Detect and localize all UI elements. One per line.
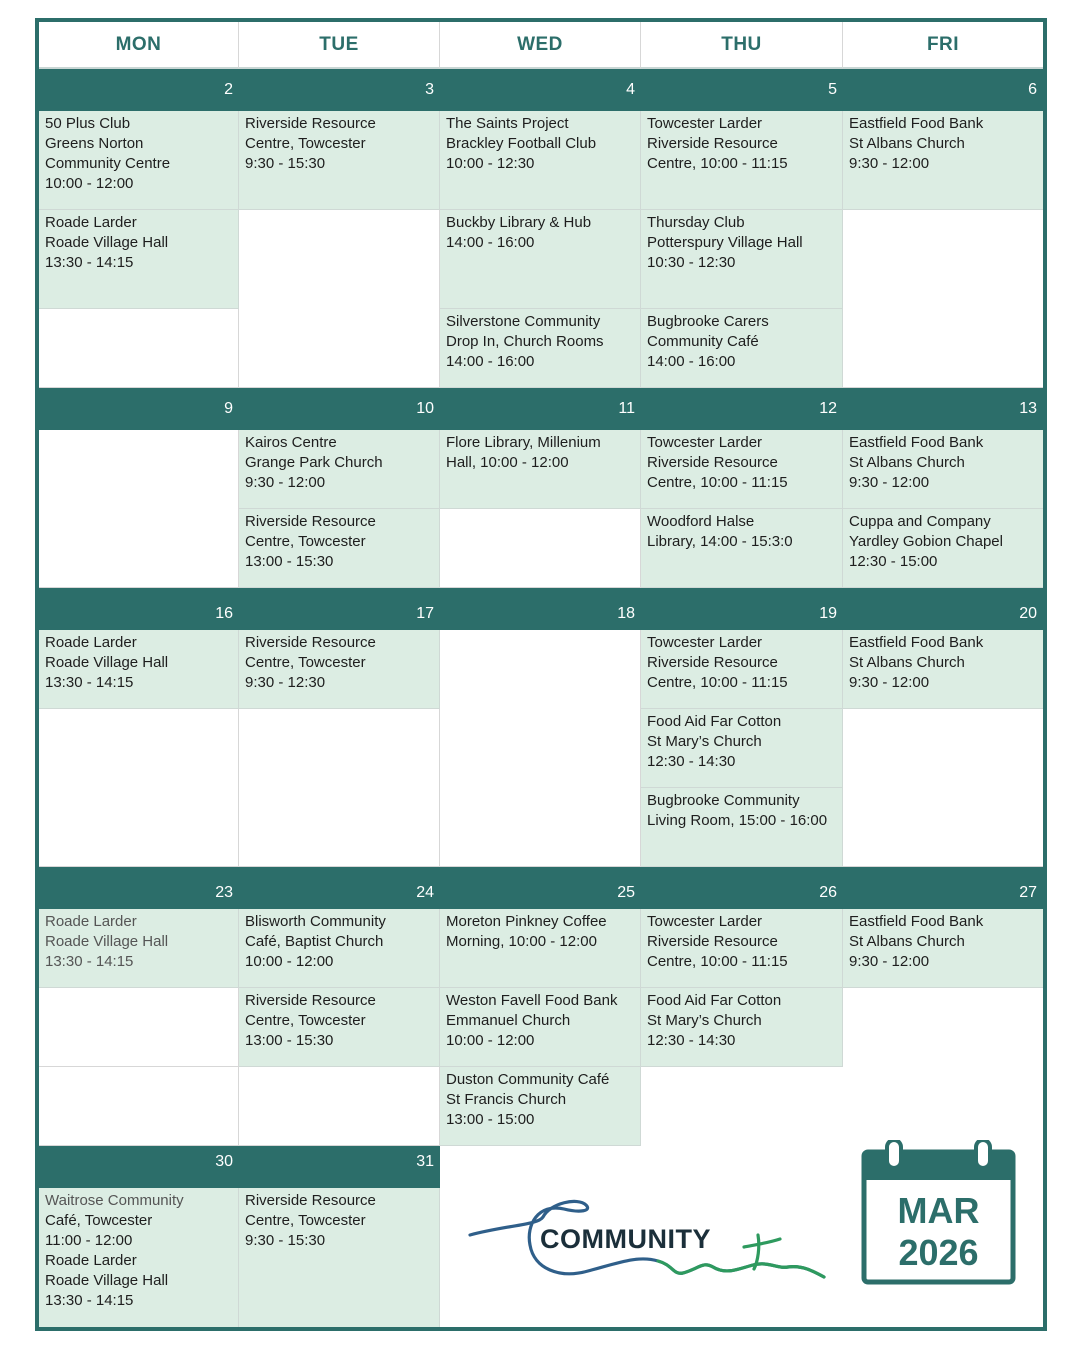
event-cell [641, 630, 843, 709]
day-header-thu: THU [641, 22, 843, 69]
event-line: Eastfield Food Bank [849, 115, 984, 132]
logo-wordmark: COMMUNITY [540, 1224, 711, 1254]
event-line: Riverside Resource [245, 634, 376, 651]
date-number: 3 [425, 81, 434, 98]
event-line: Hall, 10:00 - 12:00 [446, 454, 569, 471]
event-cell [843, 909, 1043, 988]
event-cell [641, 509, 843, 588]
empty-cell [39, 709, 239, 867]
event-line: Eastfield Food Bank [849, 634, 984, 651]
event-line: Eastfield Food Bank [849, 913, 984, 930]
event-line: Roade Larder [45, 214, 137, 231]
event-line: Centre, Towcester [245, 1012, 366, 1029]
event-line: 14:00 - 16:00 [647, 353, 736, 370]
date-number: 18 [617, 605, 635, 622]
event-line: Riverside Resource [647, 654, 778, 671]
event-line: Food Aid Far Cotton [647, 713, 782, 730]
event-cell [843, 111, 1043, 210]
event-cell [641, 709, 843, 788]
event-line: Greens Norton [45, 135, 144, 152]
event-line: Bugbrooke Community [647, 792, 800, 809]
event-line: 13:00 - 15:00 [446, 1111, 535, 1128]
event-cell [440, 309, 641, 388]
event-line: The Saints Project [446, 115, 569, 132]
event-line: 11:00 - 12:00 [45, 1232, 133, 1249]
day-header-wed: WED [440, 22, 641, 69]
event-line: Centre, 10:00 - 11:15 [647, 953, 788, 970]
event-line: Centre, 10:00 - 11:15 [647, 674, 788, 691]
event-cell [843, 630, 1043, 709]
event-line: Emmanuel Church [446, 1012, 571, 1029]
event-cell [641, 788, 843, 867]
event-line: Moreton Pinkney Coffee [446, 913, 607, 930]
empty-cell [843, 709, 1043, 867]
date-number: 26 [819, 884, 837, 901]
event-line: Roade Larder [45, 634, 137, 651]
event-line: Roade Larder [45, 1252, 137, 1269]
event-line: 13:30 - 14:15 [45, 953, 134, 970]
event-line: 50 Plus Club [45, 115, 131, 132]
event-line: 13:30 - 14:15 [45, 1292, 134, 1309]
date-number: 27 [1019, 884, 1037, 901]
event-line: 10:00 - 12:00 [45, 175, 134, 192]
event-cell [440, 210, 641, 309]
event-line: Towcester Larder [647, 913, 763, 930]
event-line: Yardley Gobion Chapel [849, 533, 1003, 550]
event-line: St Albans Church [849, 135, 965, 152]
event-line: Riverside Resource [245, 992, 376, 1009]
event-line: 12:30 - 14:30 [647, 753, 736, 770]
date-number: 4 [626, 81, 635, 98]
event-cell [239, 111, 440, 210]
date-number: 13 [1019, 400, 1037, 417]
event-line: Roade Village Hall [45, 1272, 169, 1289]
empty-cell [239, 709, 440, 867]
event-line: Brackley Football Club [446, 135, 597, 152]
event-line [45, 1191, 233, 1211]
event-cell [440, 909, 641, 988]
event-line: Grange Park Church [245, 454, 383, 471]
date-number: 9 [224, 400, 233, 417]
event-line: 9:30 - 12:00 [245, 474, 326, 491]
event-line: 12:30 - 15:00 [849, 553, 938, 570]
date-number: 12 [819, 400, 837, 417]
event-line: Towcester Larder [647, 115, 763, 132]
event-line: Centre, 10:00 - 11:15 [647, 155, 788, 172]
event-line: Riverside Resource [647, 135, 778, 152]
event-line: Roade Village Hall [45, 933, 169, 950]
event-line: Towcester Larder [647, 434, 763, 451]
event-line: 9:30 - 12:30 [245, 674, 326, 691]
date-number: 2 [224, 81, 233, 98]
day-header-mon: MON [39, 22, 239, 69]
event-cell [239, 430, 440, 509]
event-cell [641, 909, 843, 988]
event-line: St Albans Church [849, 454, 965, 471]
event-cell [641, 430, 843, 509]
empty-cell [440, 509, 641, 588]
event-cell [440, 988, 641, 1067]
event-line: Roade Larder [45, 913, 137, 930]
event-line: 13:30 - 14:15 [45, 254, 134, 271]
event-line: 14:00 - 16:00 [446, 353, 535, 370]
event-line: 10:00 - 12:00 [245, 953, 334, 970]
event-line: Café, Towcester [45, 1212, 153, 1229]
event-cell [641, 111, 843, 210]
date-number: 16 [215, 605, 233, 622]
empty-cell [239, 1067, 440, 1146]
event-line: 9:30 - 15:30 [245, 1232, 326, 1249]
event-line: Centre, Towcester [245, 654, 366, 671]
event-line: Riverside Resource [647, 454, 778, 471]
event-line: 13:00 - 15:30 [245, 553, 334, 570]
event-line: St Francis Church [446, 1091, 567, 1108]
date-number: 19 [819, 605, 837, 622]
event-cell [239, 630, 440, 709]
event-cell [239, 988, 440, 1067]
event-line: 14:00 - 16:00 [446, 234, 535, 251]
event-line: 9:30 - 12:00 [849, 474, 930, 491]
event-line: Roade Village Hall [45, 654, 169, 671]
date-number: 5 [828, 81, 837, 98]
event-line: 13:30 - 14:15 [45, 674, 134, 691]
day-header-fri: FRI [843, 22, 1043, 69]
calendar-month: MAR [897, 1190, 980, 1231]
event-line: Centre, Towcester [245, 135, 366, 152]
date-number: 20 [1019, 605, 1037, 622]
empty-cell [440, 630, 641, 867]
event-line: St Mary’s Church [647, 1012, 762, 1029]
event-line: Morning, 10:00 - 12:00 [446, 933, 597, 950]
event-line: St Albans Church [849, 933, 965, 950]
date-number: 6 [1028, 81, 1037, 98]
empty-cell [843, 210, 1043, 388]
event-line: 12:30 - 14:30 [647, 1032, 736, 1049]
date-number: 11 [618, 400, 635, 417]
event-line: Riverside Resource [245, 513, 376, 530]
date-number: 30 [215, 1153, 233, 1170]
event-line: Centre, Towcester [245, 1212, 366, 1229]
calendar-year: 2026 [898, 1232, 979, 1273]
event-line: Café, Baptist Church [245, 933, 384, 950]
event-line: 10:30 - 12:30 [647, 254, 736, 271]
event-line: Community Café [647, 333, 759, 350]
event-line: 9:30 - 12:00 [849, 953, 930, 970]
event-line: Potterspury Village Hall [647, 234, 803, 251]
event-line: Riverside Resource [245, 115, 376, 132]
date-number: 31 [416, 1153, 434, 1170]
event-cell [641, 210, 843, 309]
event-line: St Albans Church [849, 654, 965, 671]
event-line: St Mary’s Church [647, 733, 762, 750]
event-cell [440, 430, 641, 509]
event-line: 10:00 - 12:30 [446, 155, 535, 172]
event-cell [440, 111, 641, 210]
event-line: Centre, Towcester [245, 533, 366, 550]
date-number: 10 [416, 400, 434, 417]
event-line: Food Aid Far Cotton [647, 992, 782, 1009]
event-line: Thursday Club [647, 214, 745, 231]
event-cell [843, 509, 1043, 588]
event-line: Community Centre [45, 155, 171, 172]
event-cell [39, 1188, 239, 1327]
event-line: Bugbrooke Carers [647, 313, 769, 330]
event-line: Drop In, Church Rooms [446, 333, 604, 350]
event-text: Waitrose Community [45, 1192, 184, 1209]
event-line: Duston Community Café [446, 1071, 610, 1088]
event-line: Kairos Centre [245, 434, 337, 451]
event-line: 10:00 - 12:00 [446, 1032, 535, 1049]
event-line: 9:30 - 12:00 [849, 674, 930, 691]
event-line: Riverside Resource [647, 933, 778, 950]
event-line: Woodford Halse [647, 513, 755, 530]
empty-cell [39, 1067, 239, 1146]
event-line: Buckby Library & Hub [446, 214, 592, 231]
event-line: Blisworth Community [245, 913, 386, 930]
event-line: Flore Library, Millenium [446, 434, 601, 451]
day-header-tue: TUE [239, 22, 440, 69]
event-line: Silverstone Community [446, 313, 601, 330]
event-line: Riverside Resource [245, 1192, 376, 1209]
event-cell [641, 309, 843, 388]
date-number: 24 [416, 884, 434, 901]
empty-cell [39, 430, 239, 588]
event-cell [39, 111, 239, 210]
event-cell [239, 909, 440, 988]
event-line: Weston Favell Food Bank [446, 992, 618, 1009]
event-line: Towcester Larder [647, 634, 763, 651]
event-cell [39, 909, 239, 988]
event-line: Cuppa and Company [849, 513, 991, 530]
event-cell [239, 509, 440, 588]
event-line: 9:30 - 12:00 [849, 155, 930, 172]
empty-cell [239, 210, 440, 388]
date-number: 23 [215, 884, 233, 901]
event-line: 9:30 - 15:30 [245, 155, 326, 172]
event-line: Living Room, 15:00 - 16:00 [647, 812, 828, 829]
empty-cell [39, 309, 239, 388]
date-number: 17 [416, 605, 434, 622]
event-line: Library, 14:00 - 15:3:0 [647, 533, 793, 550]
event-cell [39, 210, 239, 309]
event-cell [39, 630, 239, 709]
event-cell [843, 430, 1043, 509]
event-line: Centre, 10:00 - 11:15 [647, 474, 788, 491]
event-cell [239, 1188, 440, 1327]
event-cell [440, 1067, 641, 1146]
event-cell [641, 988, 843, 1067]
empty-cell [39, 988, 239, 1067]
event-line: 13:00 - 15:30 [245, 1032, 334, 1049]
date-number: 25 [617, 884, 635, 901]
event-line: Roade Village Hall [45, 234, 169, 251]
event-line: Eastfield Food Bank [849, 434, 984, 451]
